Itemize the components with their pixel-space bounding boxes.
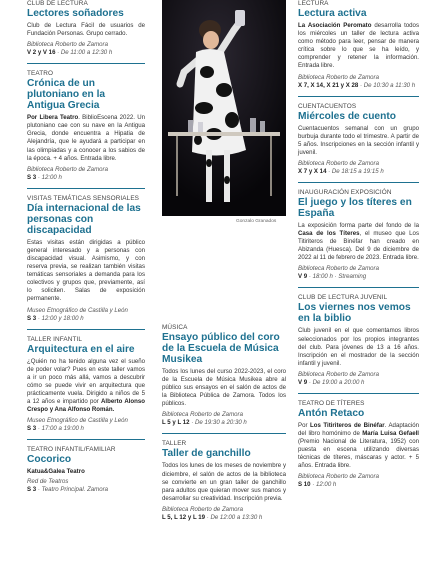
event-title: Día internacional de las personas con discapacidad — [27, 202, 141, 236]
event-category: TALLER — [162, 440, 187, 448]
divider — [298, 287, 419, 288]
event-date-days: S 3 — [27, 486, 37, 494]
event-date — [162, 514, 286, 522]
event-venue: Biblioteca Roberto de Zamora — [27, 41, 108, 49]
event-category: CUENTACUENTOS — [298, 102, 357, 110]
event-description-text: . BiblioEscena 2022. Un plutoniano cae con su nave en la Antigua Grecia, donde encuentra a Hipatia de Alejandría, que le ayudará a participar en las olimpiadas y a conocer a los sabios de la época. + 4 años. Entrada libre. — [27, 114, 145, 162]
event-date-time: · De 19:30 a 20:30 h — [189, 419, 247, 427]
event-category: TEATRO DE TÍTERES — [298, 399, 365, 407]
event-date-time: · De 19:00 a 20:00 h — [307, 378, 365, 386]
divider — [27, 63, 145, 64]
event-date-time: · De 18:15 a 19:15 h — [326, 167, 384, 175]
event-titeres-espana — [298, 189, 419, 281]
event-category: LECTURA — [298, 0, 329, 7]
event-date-days: X 7, X 14, X 21 y X 28 — [298, 81, 359, 89]
event-description: Todos los lunes del curso 2022-2023, el coro de la Escuela de Música Musikea abre al público sus ensayos en el salón de actos de la Biblioteca Pública de Zamora. Todos los públicos. — [162, 368, 286, 408]
event-title: Antón Retaco — [298, 407, 365, 419]
event-date-time: · 17:00 a 19:00 h — [36, 425, 84, 433]
performer-illustration — [162, 0, 286, 216]
event-title: Crónica de un plutoniano en la Antigua Grecia — [27, 78, 106, 112]
event-title: El juego y los títeres en España — [298, 196, 412, 219]
event-arquitectura — [27, 336, 145, 434]
event-title: Cocorico — [27, 454, 72, 466]
event-presenters: Alberto Alonso Crespo y Ana Alfonso Román. — [27, 397, 145, 414]
event-date-days: X 7 y X 14 — [298, 167, 327, 175]
event-highlight: Casa de los Títeres — [298, 230, 360, 238]
event-category: TEATRO INFANTIL/FAMILIAR — [27, 446, 116, 454]
event-venue: Biblioteca Roberto de Zamora — [162, 411, 243, 419]
event-description: Club juvenil en el que comentamos libros seleccionados por los propios integrantes del club. Para jóvenes de 13 a 16 años. Inscripción en el mostrador de la sección infantil y juvenil. — [298, 327, 419, 367]
event-description — [27, 358, 145, 415]
column-left — [27, 0, 145, 494]
event-date — [298, 273, 419, 281]
column-right — [298, 0, 419, 489]
divider — [27, 329, 145, 330]
event-cocorico — [27, 446, 145, 494]
event-date — [27, 174, 145, 182]
event-category: VISITAS TEMÁTICAS SENSORIALES — [27, 194, 140, 202]
event-company: Por Libera Teatro — [27, 114, 79, 122]
event-venue: Biblioteca Roberto de Zamora — [298, 159, 379, 167]
event-category: CLUB DE LECTURA — [27, 0, 88, 7]
event-description — [298, 22, 419, 71]
event-title: Arquitectura en el aire — [27, 343, 135, 355]
event-venue: Biblioteca Roberto de Zamora — [298, 370, 379, 378]
event-date-days: S 10 — [298, 481, 311, 489]
event-miercoles-cuento — [298, 103, 419, 176]
divider — [298, 96, 419, 97]
event-description: Club de Lectura Fácil de usuarios de Fundación Personas. Grupo cerrado. — [27, 22, 145, 38]
event-title: Taller de ganchillo — [162, 448, 251, 460]
divider — [298, 182, 419, 183]
event-lectura-activa — [298, 0, 419, 90]
event-venue: Biblioteca Roberto de Zamora — [298, 473, 379, 481]
event-author: María Luisa Gefaell — [362, 429, 419, 437]
event-title: Lectores soñadores — [27, 8, 124, 19]
event-date-days: S 3 — [27, 425, 37, 433]
event-plutoniano — [27, 70, 145, 182]
event-category: TEATRO — [27, 70, 54, 78]
event-anton-retaco — [298, 400, 419, 490]
event-date — [27, 486, 145, 494]
event-date — [27, 425, 145, 433]
event-venue: Biblioteca Roberto de Zamora — [298, 265, 379, 273]
event-date — [298, 481, 419, 489]
event-date — [162, 419, 286, 427]
event-date-time: · De 11:00 a 12:30 h — [55, 49, 113, 57]
event-venue: Red de Teatros — [27, 478, 69, 486]
event-venue: Museo Etnográfico de Castilla y León — [27, 306, 128, 314]
event-description: Cuentacuentos semanal con un grupo burbuja durante todo el trimestre. A partir de 5 años. Inscripciones en la sección infantil y juvenil. — [298, 124, 419, 156]
photo-credit: Gonzalo Granados — [236, 219, 277, 224]
event-date-time: · 12:00 h — [36, 173, 62, 181]
event-description-text: Por — [298, 421, 311, 429]
event-company: Katua&Galea Teatro — [27, 468, 85, 476]
divider — [162, 433, 286, 434]
divider — [27, 439, 145, 440]
performer-photo — [162, 0, 286, 216]
event-date — [27, 49, 145, 57]
event-description-text: La exposición forma parte del fondo de la — [298, 221, 419, 229]
event-venue: Museo Etnográfico de Castilla y León — [27, 417, 128, 425]
event-description — [298, 222, 419, 262]
event-venue: Biblioteca Roberto de Zamora — [162, 505, 243, 513]
event-category: CLUB DE LECTURA JUVENIL — [298, 294, 388, 302]
column-center — [162, 318, 286, 522]
divider — [27, 188, 145, 189]
event-company: Los Titiriteros de Binéfar — [310, 421, 385, 429]
event-title: Ensayo público del coro de la Escuela de Música Musikea — [162, 332, 280, 365]
event-date-time: · 12:00 y 18:00 h — [36, 314, 84, 322]
event-description — [298, 422, 419, 471]
event-category: MÚSICA — [162, 324, 188, 331]
event-date-time: · 12:00 h — [310, 481, 337, 489]
event-date-days: S 3 — [27, 173, 37, 181]
event-date-days: V 9 — [298, 378, 308, 386]
event-venue: Biblioteca Roberto de Zamora — [27, 165, 108, 173]
event-viernes-biblio — [298, 294, 419, 386]
event-description-text: desarrolla todos los miércoles un taller de lectura activa como método para leer, pensar de manera crítica sobre lo que se ha leído, y comprender y retener la información. Entrada libre. — [298, 22, 419, 70]
event-description-text: , el museo que Los Titiriteros de Binéfar han creado en Abizanda (Huesca). Del 9 de diciembre de 2022 al 11 de febrero de 2023. Entrada libre. — [298, 230, 419, 262]
event-date-time: · De 12:00 a 13:30 h — [205, 513, 263, 521]
event-date-time: · De 10:30 a 11:30 h — [358, 81, 416, 89]
event-title: Miércoles de cuento — [298, 110, 396, 122]
event-title: Lectura activa — [298, 8, 367, 19]
event-date-days: L 5 y L 12 — [162, 419, 190, 427]
event-date-days: V 9 — [298, 273, 308, 281]
event-date-days: V 2 y V 16 — [27, 49, 56, 57]
event-category: INAUGURACIÓN EXPOSICIÓN — [298, 188, 392, 196]
event-description — [27, 114, 145, 163]
event-ganchillo — [162, 440, 286, 521]
event-category: TALLER INFANTIL — [27, 335, 83, 343]
event-coro — [162, 324, 286, 427]
event-description: Estas visitas están dirigidas a público general interesado y a personas con discapacidad visual. Asimismo, y con reserva previa, se realizan también visitas temáticas sensoriales a demanda para los colectivos y grupos que, previamente, así lo soliciten. Salas de exposición permanente. — [27, 238, 145, 303]
event-lectores — [27, 0, 145, 57]
event-description — [27, 468, 145, 476]
event-date — [27, 315, 145, 323]
event-description-text: ¿Quién no ha tenido alguna vez el sueño de poder volar? Pues en este taller vamos a ir un poco más allá, vamos a descubrir cómo se puede vivir en arquitectura que prácticamente vuela. Dirigido a niños de 5 a 12 años e impartido por — [27, 357, 145, 405]
event-date-time: · 18:00 h · Streaming — [307, 273, 367, 281]
event-venue: Biblioteca Roberto de Zamora — [298, 73, 379, 81]
event-description: Todos los lunes de los meses de noviembre y diciembre, el salón de actos de la biblioteca se convierte en un gran taller de ganchillo para adultos que quieran mover sus manos y desarrollar su creatividad. Inscripción previa. — [162, 462, 286, 502]
event-date — [298, 379, 419, 387]
event-date — [298, 82, 419, 90]
event-date-time: · Teatro Principal. Zamora — [36, 486, 109, 494]
event-visitas — [27, 195, 145, 323]
event-date-days: S 3 — [27, 314, 37, 322]
event-date-days: L 5, L 12 y L 19 — [162, 513, 206, 521]
event-organizer: La Asociación Peromato — [298, 22, 372, 29]
event-title: Los viernes nos vemos en la biblio — [298, 302, 411, 325]
event-description-text: (Premio Nacional de Literatura, 1952) con puesta en escena utilizando diversas técnicas de títeres, máscaras y actor. + 5 años. Entrada libre. — [298, 438, 419, 470]
event-date — [298, 168, 419, 176]
divider — [298, 393, 419, 394]
event-description-text: . Adaptación del libro homónimo de — [298, 421, 419, 437]
